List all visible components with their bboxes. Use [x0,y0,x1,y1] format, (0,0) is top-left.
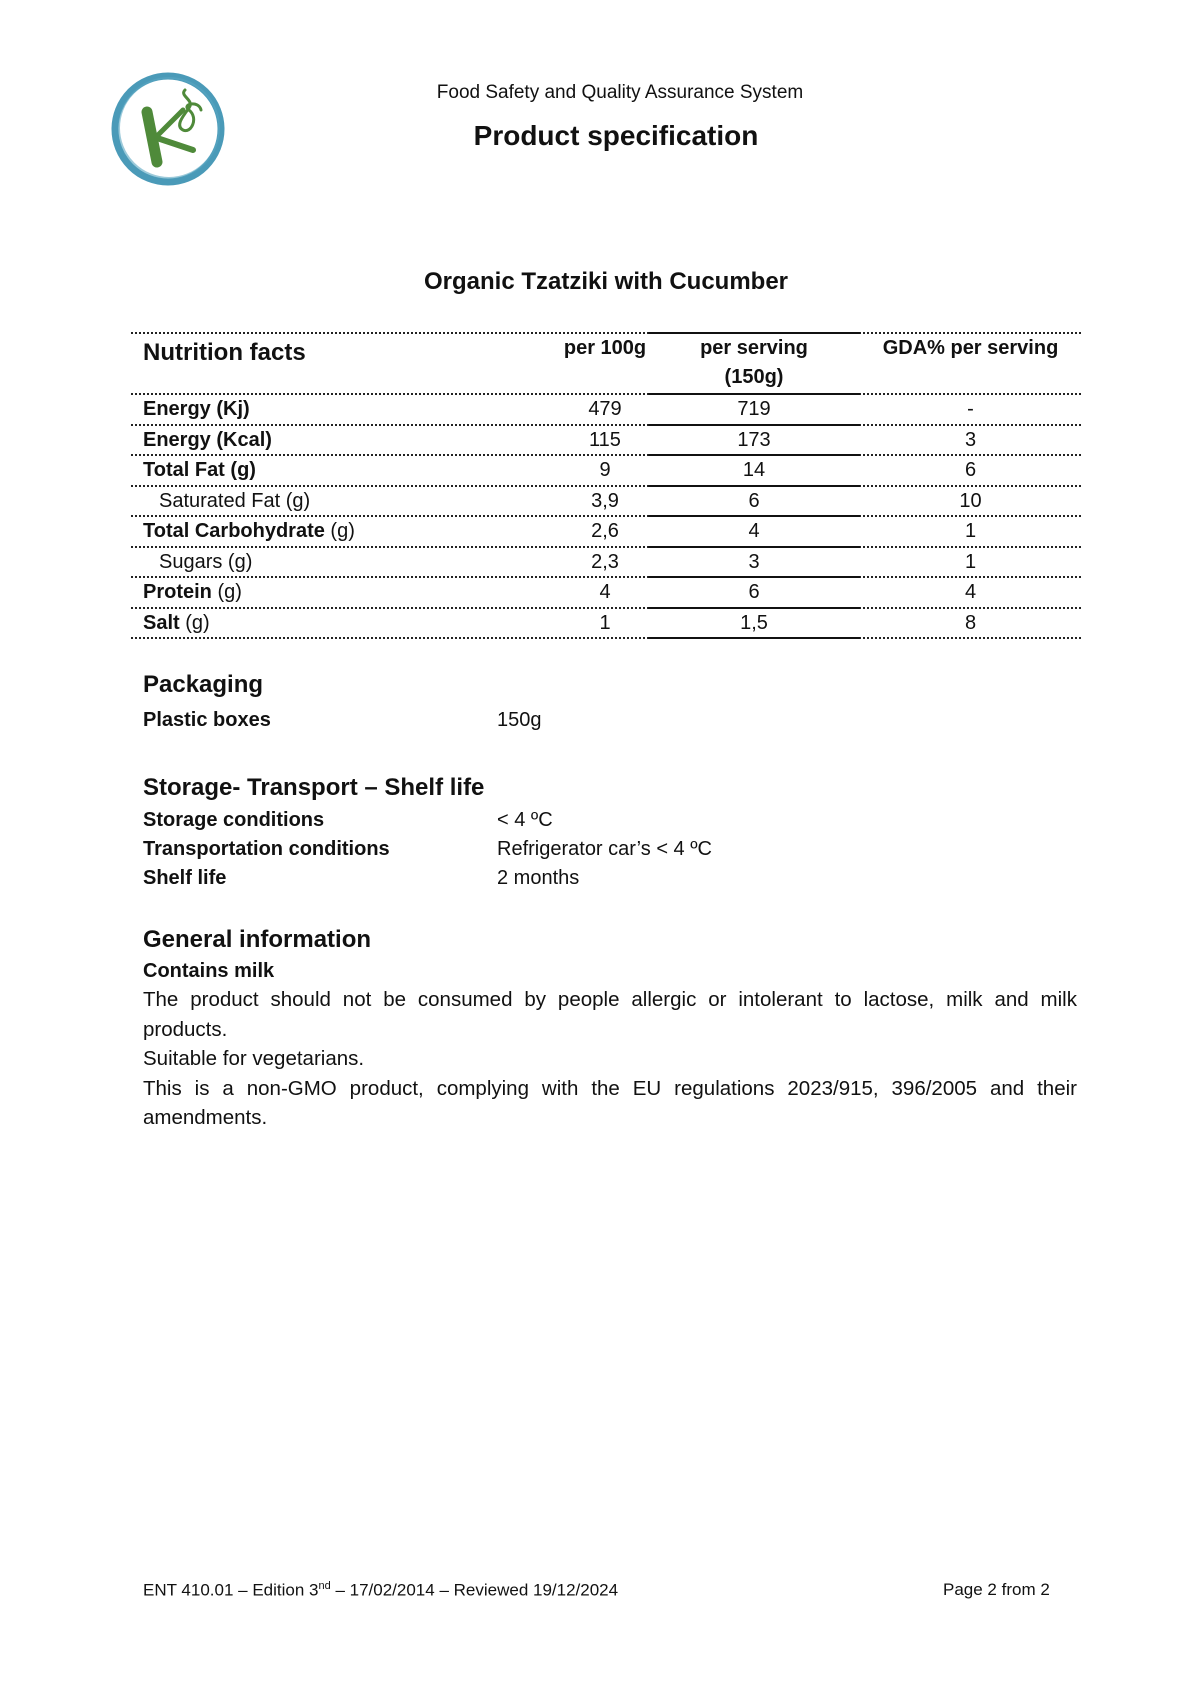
gda-value: 1 [964,550,977,573]
nutrient-label-bold: Energy (Kcal) [143,428,272,451]
nutrient-label-unit: (g) [324,520,355,542]
allergy-text-line2: products. [143,1018,228,1041]
document-title: Product specification [473,120,759,151]
nutrient-label-bold: Protein [143,581,212,603]
nutrition-header-row [131,332,1081,395]
per-100g-value: 2,3 [591,550,619,573]
allergen-statement: Contains milk [143,960,275,982]
nutrition-row [131,578,1081,609]
system-name: Food Safety and Quality Assurance System [436,82,804,103]
gda-value: 8 [964,611,977,634]
packaging-type-label: Plastic boxes [143,709,271,731]
allergy-text-line1: The product should not be consumed by people allergic or intolerant to lactose, milk and milk [143,988,1077,1011]
gda-value: - [967,398,974,420]
gda-header: GDA% per serving [882,337,1059,359]
gda-value: 6 [964,459,977,481]
per-serving-header-line1: per serving [700,337,808,359]
shelf-life-value: 2 months [497,867,580,889]
per-100g-value: 115 [589,428,621,451]
gda-value: 10 [959,489,982,512]
transport-conditions-value: Refrigerator car’s < 4 ºC [497,838,712,860]
nutrient-label-unit: Saturated Fat (g) [159,489,311,512]
nutrient-label-bold: Energy (Kj) [143,398,250,420]
per-serving-header-line2: (150g) [724,366,784,388]
nutrition-facts-header: Nutrition facts [143,339,306,366]
packaging-heading: Packaging [143,671,264,698]
per-100g-value: 2,6 [591,520,619,542]
nutrition-row [131,456,1081,487]
per-serving-value: 6 [748,489,760,512]
general-info-heading: General information [143,926,372,953]
per-100g-value: 3,9 [591,489,619,512]
footer-document-code: ENT 410.01 – Edition 3nd – 17/02/2014 – Reviewed 19/12/2024 [143,1580,619,1600]
per-100g-value: 1 [599,611,611,634]
gmo-text-line1: This is a non-GMO product, complying with the EU regulations 2023/915, 396/2005 and their [143,1077,1077,1100]
per-serving-value: 4 [748,520,760,542]
nutrient-label-unit: (g) [211,581,242,603]
per-serving-value: 173 [737,428,771,451]
per-serving-value: 3 [748,550,760,573]
nutrition-row [131,487,1081,518]
packaging-type-value: 150g [497,709,542,731]
per-100g-header: per 100g [563,337,647,359]
gmo-text-line2: amendments. [143,1106,268,1129]
nutrient-label-bold: Total Fat (g) [143,459,256,481]
gda-value: 3 [964,428,977,451]
gda-value: 1 [964,520,977,542]
gda-value: 4 [964,581,977,603]
product-name: Organic Tzatziki with Cucumber [423,268,789,295]
per-serving-value: 719 [737,398,771,420]
storage-conditions-value: < 4 ºC [497,809,553,831]
nutrition-row [131,548,1081,579]
storage-conditions-label: Storage conditions [143,809,325,831]
nutrition-table [131,332,1081,639]
per-serving-value: 6 [748,581,760,603]
nutrient-label-bold: Salt [143,611,180,634]
vegetarian-statement: Suitable for vegetarians. [143,1047,365,1070]
per-serving-header [648,334,860,392]
shelf-life-label: Shelf life [143,867,227,889]
storage-heading: Storage- Transport – Shelf life [143,774,485,801]
transport-conditions-label: Transportation conditions [143,838,390,860]
per-serving-value: 14 [742,459,766,481]
footer-page-number: Page 2 from 2 [943,1580,1050,1599]
nutrition-row [131,395,1081,426]
per-100g-value: 9 [599,459,611,481]
nutrition-row [131,517,1081,548]
nutrient-label-bold: Total Carbohydrate [143,520,325,542]
nutrient-label-unit: Sugars (g) [159,550,253,573]
per-serving-value: 1,5 [740,611,768,634]
per-100g-value: 4 [599,581,611,603]
per-100g-value: 479 [588,398,622,420]
nutrition-row [131,426,1081,457]
nutrition-row [131,609,1081,640]
nutrient-label-unit: (g) [179,611,210,634]
